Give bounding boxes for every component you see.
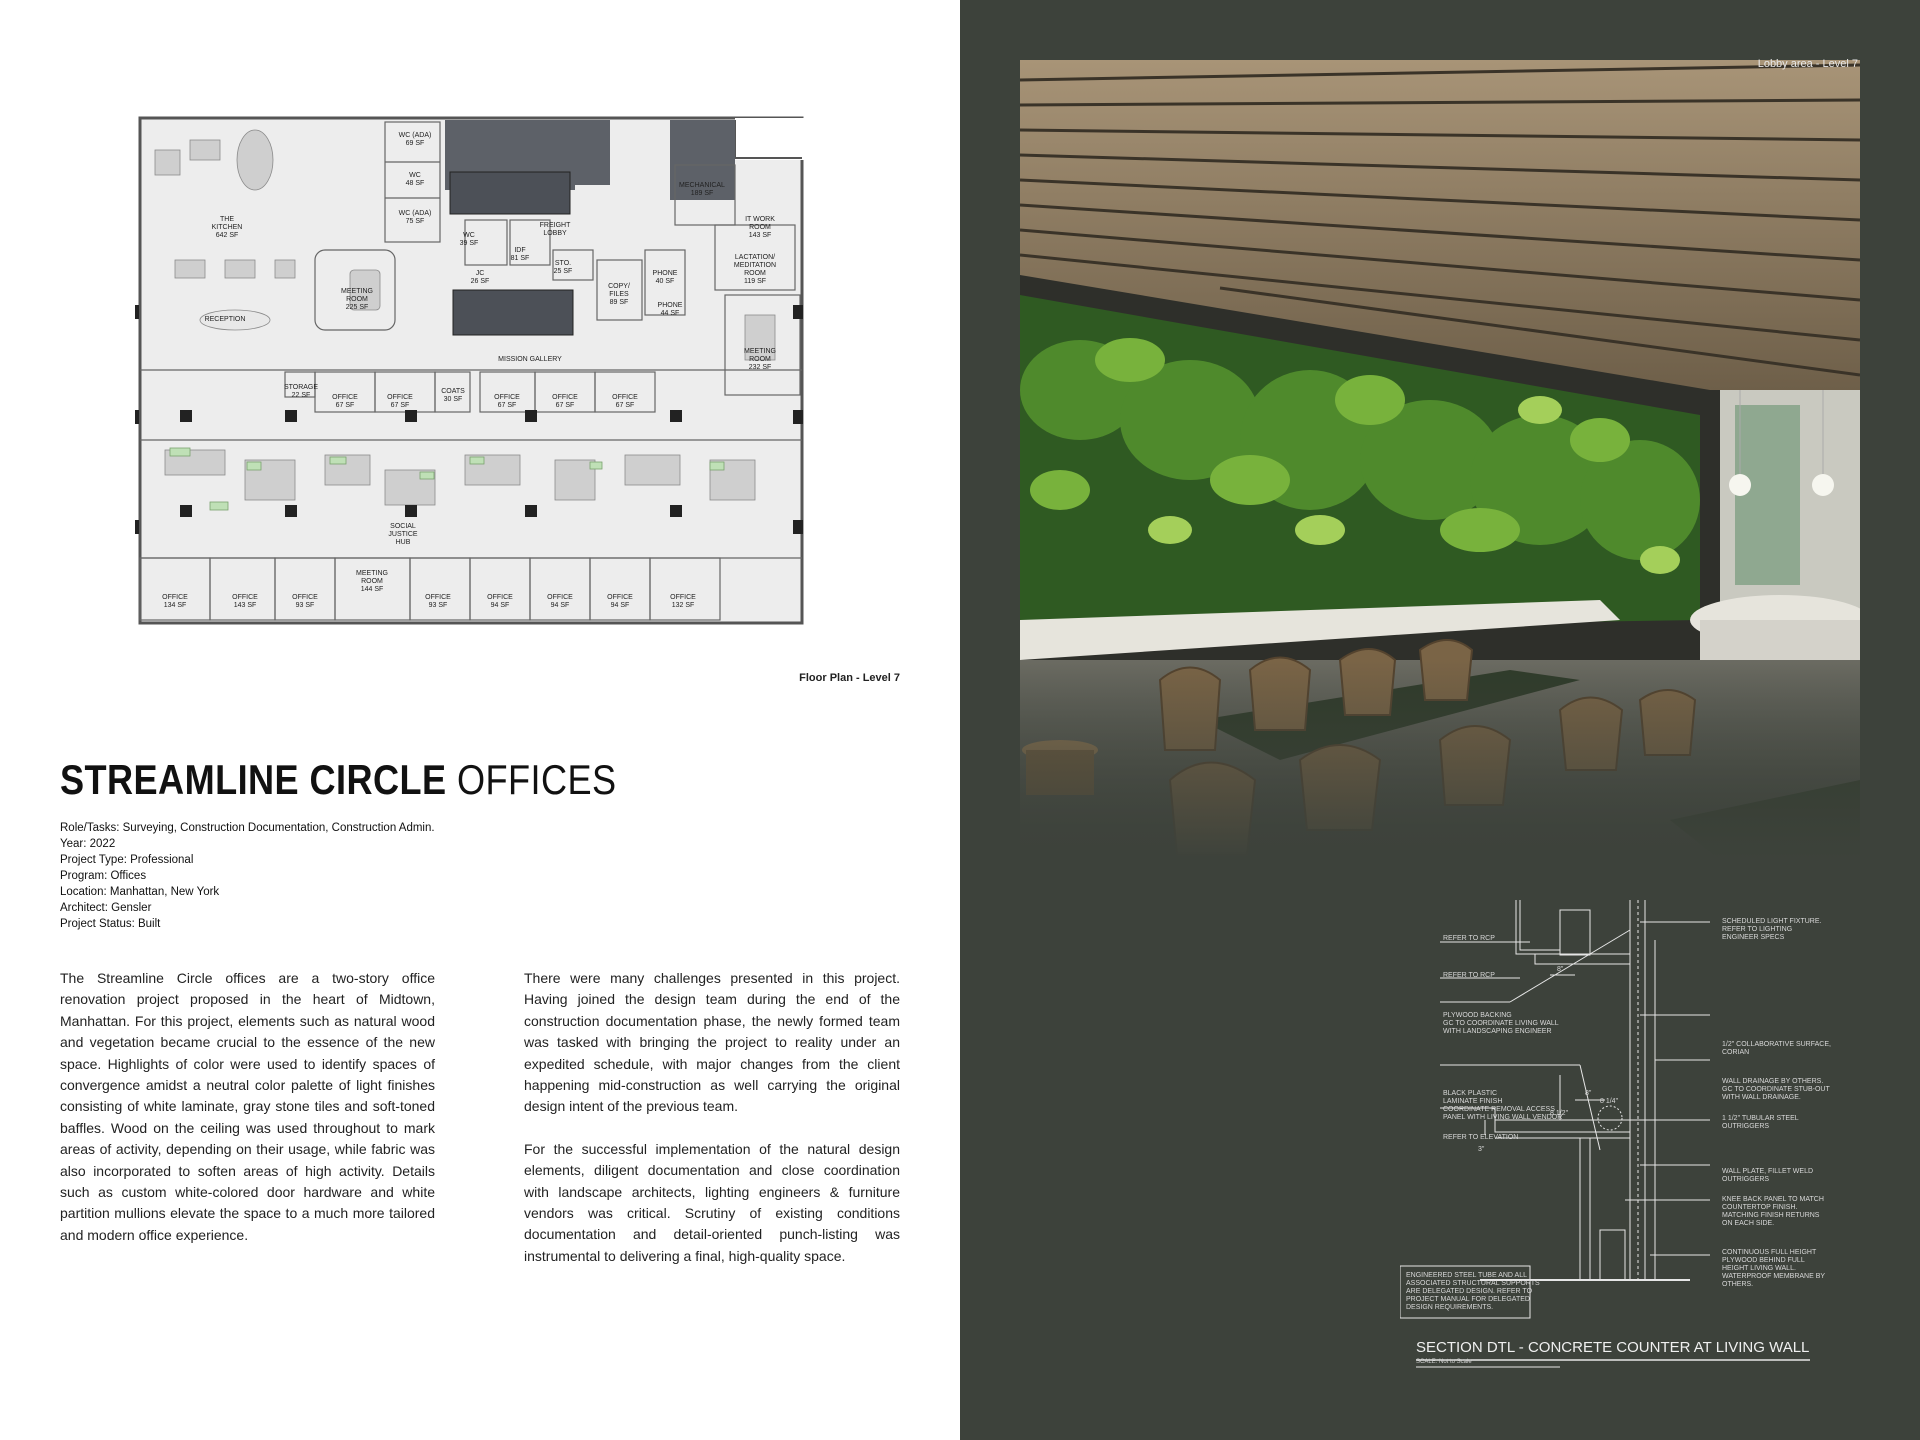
description-column-2 xyxy=(524,968,900,1288)
room-label-office-a: OFFICE 67 SF xyxy=(332,394,358,409)
detail-label-refer-rcp-2: REFER TO RCP xyxy=(1443,972,1495,979)
detail-dim-1: 8" xyxy=(1557,966,1564,973)
room-label-kitchen: THE KITCHEN 642 SF xyxy=(211,216,243,239)
room-label-meeting-2: MEETING ROOM 232 SF xyxy=(744,348,776,371)
detail-label-plywood-backing: PLYWOOD BACKING GC TO COORDINATE LIVING WALL WITH LANDSCAPING ENGINEER xyxy=(1443,1012,1559,1035)
meta-type: Project Type: Professional xyxy=(60,854,194,866)
room-label-copy: COPY/ FILES 89 SF xyxy=(608,283,630,306)
room-label-mission: MISSION GALLERY xyxy=(498,356,562,363)
room-label-storage: STORAGE 22 SF xyxy=(283,384,319,399)
room-label-office-e: OFFICE 67 SF xyxy=(612,394,638,409)
project-meta xyxy=(60,820,435,932)
detail-label-refer-rcp-1: REFER TO RCP xyxy=(1443,935,1495,942)
detail-dim-4: 8 1/2" xyxy=(1550,1110,1569,1117)
room-label-social: SOCIAL JUSTICE HUB xyxy=(388,523,418,546)
room-label-office-j: OFFICE 94 SF xyxy=(487,594,513,609)
detail-label-engineered-steel: ENGINEERED STEEL TUBE AND ALL ASSOCIATED STRUCTURAL SUPPORTS ARE DELEGATED DESIGN. REFER TO PROJECT MANUAL FOR DELEGATED DESIGN REQUIREMENTS. xyxy=(1406,1272,1540,1311)
room-label-office-c: OFFICE 67 SF xyxy=(494,394,520,409)
detail-label-refer-elevation: REFER TO ELEVATION xyxy=(1443,1134,1519,1141)
room-label-meeting-1: MEETING ROOM 225 SF xyxy=(341,288,373,311)
detail-dim-2: 8" xyxy=(1585,1090,1592,1097)
detail-label-black-plastic: BLACK PLASTIC LAMINATE FINISH COORDINATE REMOVAL ACCESS PANEL WITH LIVING WALL VENDOR xyxy=(1443,1090,1563,1121)
description-paragraph-3: For the successful implementation of the natural design elements, diligent documentation and close coordination with landscape architects, lighting engineers & furniture vendors was critical. Scrutiny of existing conditions documentation and detail-oriented punch-listing was instrumental to delivering a final, high-quality space. xyxy=(524,1140,900,1264)
section-detail-drawing xyxy=(1400,900,1840,1380)
room-label-phone-2: PHONE 44 SF xyxy=(657,302,683,317)
project-title-light: OFFICES xyxy=(446,756,617,803)
room-label-freight: FREIGHT LOBBY xyxy=(539,222,571,237)
room-label-sto: STO. 25 SF xyxy=(553,260,573,275)
description-paragraph-1: The Streamline Circle offices are a two-story office renovation project proposed in the heart of Midtown, Manhattan. For this project, elements such as natural wood and vegetation became crucial to the essence of the new space. Highlights of color were used to identify spaces of convergence amidst a neutral color palette of light finishes consisting of white laminate, gray stone tiles and soft-toned baffles. Wood on the ceiling was used throughout to mark areas of activity, depending on their usage, while fabric was also incorporated to soften areas of high activity. Details such as custom white-colored door hardware and white partition mullions elevate the space to a much more tailored and modern office experience. xyxy=(60,970,435,1243)
room-label-it-work: IT WORK ROOM 143 SF xyxy=(745,216,775,239)
room-label-office-d: OFFICE 67 SF xyxy=(552,394,578,409)
room-label-wc-ada-2: WC (ADA) 75 SF xyxy=(398,210,432,225)
room-label-office-l: OFFICE 94 SF xyxy=(607,594,633,609)
room-label-jc: JC 26 SF xyxy=(470,270,490,285)
lobby-photo xyxy=(1020,60,1860,860)
meta-year: Year: 2022 xyxy=(60,838,116,850)
detail-dim-3: 8 1/4" xyxy=(1600,1098,1619,1105)
room-label-office-h: OFFICE 93 SF xyxy=(292,594,318,609)
project-title xyxy=(60,756,617,804)
detail-label-wall-plate: WALL PLATE, FILLET WELD OUTRIGGERS xyxy=(1722,1168,1814,1183)
floor-plan-caption: Floor Plan - Level 7 xyxy=(799,672,900,684)
room-label-meeting-3: MEETING ROOM 144 SF xyxy=(356,570,388,593)
floor-plan-drawing xyxy=(135,110,815,630)
lobby-photo-illustration xyxy=(1020,60,1860,860)
room-label-office-f: OFFICE 134 SF xyxy=(162,594,188,609)
room-label-office-g: OFFICE 143 SF xyxy=(232,594,258,609)
room-label-wc-ada-1: WC (ADA) 69 SF xyxy=(398,132,432,147)
detail-scale: SCALE: Not to Scale xyxy=(1416,1359,1472,1365)
room-label-office-i: OFFICE 93 SF xyxy=(425,594,451,609)
meta-architect: Architect: Gensler xyxy=(60,902,152,914)
detail-label-tubular-steel: 1 1/2" TUBULAR STEEL OUTRIGGERS xyxy=(1722,1115,1799,1130)
right-panel xyxy=(960,0,1920,1440)
room-label-lactation: LACTATION/ MEDITATION ROOM 119 SF xyxy=(733,254,777,285)
detail-label-knee-back-panel: KNEE BACK PANEL TO MATCH COUNTERTOP FINISH. MATCHING FINISH RETURNS ON EACH SIDE. xyxy=(1722,1196,1824,1227)
room-label-reception: RECEPTION xyxy=(204,316,246,323)
detail-label-continuous-plywood: CONTINUOUS FULL HEIGHT PLYWOOD BEHIND FULL HEIGHT LIVING WALL. WATERPROOF MEMBRANE BY OTHERS. xyxy=(1722,1249,1826,1288)
room-label-wc: WC 48 SF xyxy=(405,172,425,187)
meta-location: Location: Manhattan, New York xyxy=(60,886,220,898)
room-label-wc-small: WC 39 SF xyxy=(459,232,479,247)
room-label-office-m: OFFICE 132 SF xyxy=(670,594,696,609)
photo-caption: Lobby area - Level 7 xyxy=(1757,58,1858,70)
detail-label-collab-surface: 1/2" COLLABORATIVE SURFACE, CORIAN xyxy=(1722,1041,1831,1056)
room-label-office-k: OFFICE 94 SF xyxy=(547,594,573,609)
detail-dim-5: 3" xyxy=(1478,1146,1485,1153)
project-title-bold: STREAMLINE CIRCLE xyxy=(60,756,447,803)
meta-role: Role/Tasks: Surveying, Construction Documentation, Construction Admin. xyxy=(60,822,435,834)
room-label-coats: COATS 30 SF xyxy=(441,388,465,403)
room-label-phone-1: PHONE 40 SF xyxy=(652,270,678,285)
description-paragraph-2: There were many challenges presented in this project. Having joined the design team during the end of the construction documentation phase, the newly formed team was tasked with bringing the project to reality under an expedited schedule, with major changes from the client happening mid-construction as well carrying the original design intent of the previous team. xyxy=(524,970,900,1115)
description-column-1 xyxy=(60,968,435,1267)
meta-status: Project Status: Built xyxy=(60,918,161,930)
detail-title: SECTION DTL - CONCRETE COUNTER AT LIVING WALL xyxy=(1416,1339,1810,1356)
detail-label-wall-drainage: WALL DRAINAGE BY OTHERS. GC TO COORDINATE STUB-OUT WITH WALL DRAINAGE. xyxy=(1722,1078,1830,1101)
meta-program: Program: Offices xyxy=(60,870,147,882)
room-label-office-b: OFFICE 67 SF xyxy=(387,394,413,409)
detail-label-light-fixture: SCHEDULED LIGHT FIXTURE. REFER TO LIGHTING ENGINEER SPECS xyxy=(1722,918,1822,941)
room-label-idf: IDF 81 SF xyxy=(510,247,530,262)
room-label-mechanical: MECHANICAL 189 SF xyxy=(679,182,725,197)
